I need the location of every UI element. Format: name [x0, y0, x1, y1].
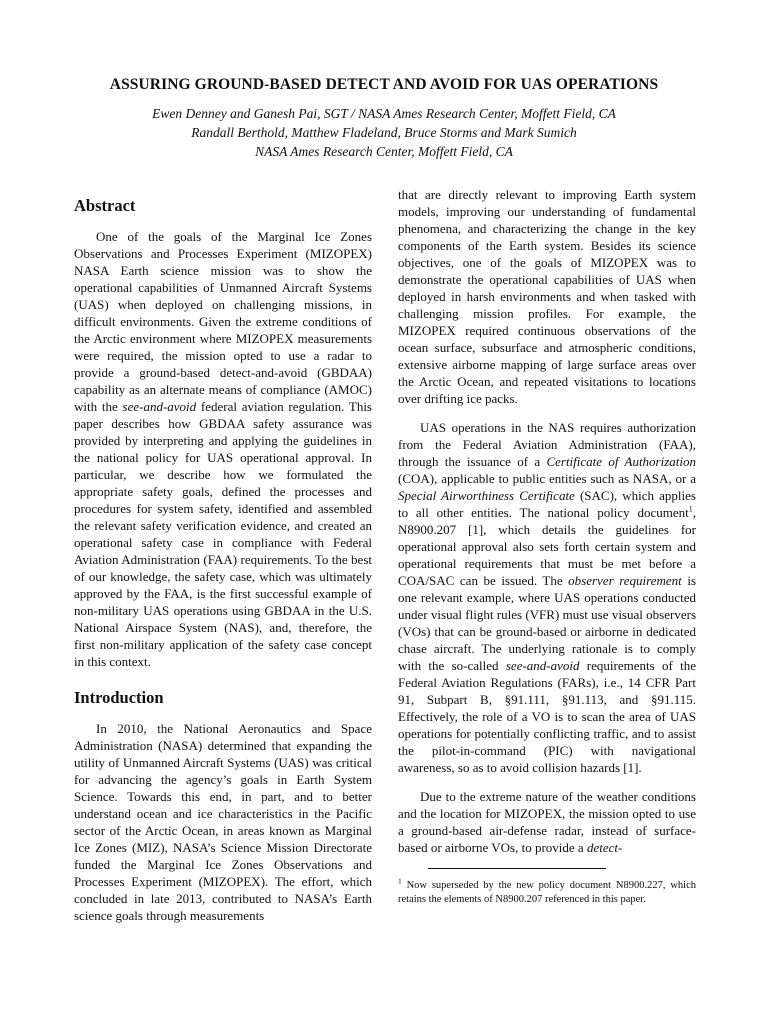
paper-title: ASSURING GROUND-BASED DETECT AND AVOID FOR UAS OPERATIONS: [109, 76, 659, 93]
left-column: [74, 196, 372, 936]
introduction-heading: Introduction: [74, 688, 164, 707]
author-affiliation: NASA Ames Research Center, Moffett Field, CA: [255, 144, 513, 159]
intro-paragraph-2: UAS operations in the NAS requires authorization from the Federal Aviation Administration (FAA), through the issuance of a Certificate of Authorization (COA), applicable to public entities such as NASA, or a Special Airworthiness Certificate (SAC), which applies to all other entities. The national policy document$^1$, N8900.207 [1], which details the guidelines for operational approval also sets forth certain system and operational requirements that must be met before a COA/SAC can be issued. The observer requirement is one relevant example, where UAS operations conducted under visual flight rules (VFR) must use visual observers (VOs) that can be ground-based or airborne in dedicated chase aircraft. The underlying rationale is to comply with the so-called see-and-avoid requirements of the Federal Aviation Regulations (FARs), i.e., 14 CFR Part 91, Subpart B, §91.111, §91.113, and §91.115. Effectively, the role of a VO is to scan the area of UAS operations for potentially conflicting traffic, and to assist the pilot-in-command (PIC) with navigational awareness, so as to avoid collision hazards [1].: [398, 420, 697, 775]
footnote-marker: 1: [688, 504, 693, 514]
author-line-2: Randall Berthold, Matthew Fladeland, Bruce Storms and Mark Sumich: [191, 125, 577, 140]
author-line-1: Ewen Denney and Ganesh Pai, SGT / NASA Ames Research Center, Moffett Field, CA: [152, 106, 616, 121]
intro-paragraph-1: In 2010, the National Aeronautics and Space Administration (NASA) determined that expanding the utility of Unmanned Aircraft Systems (UAS) was critical for advancing the agency’s goals in Earth System Science. Towards this end, in part, and to better understand ocean and ice characteristics in the Pacific sector of the Arctic Ocean, in areas known as Marginal Ice Zones (MIZ), NASA’s Science Mission Directorate funded the Marginal Ice Zones Observations and Processes Experiment (MIZOPEX). The effort, which concluded in late 2013, contributed to NASA’s Earth science goals through measurements: [74, 721, 372, 923]
intro-paragraph-3: Due to the extreme nature of the weather conditions and the location for MIZOPEX, the mission opted to use a ground-based air-defense radar, instead of surface-based or airborne VOs, to provide a detect-: [398, 789, 696, 855]
abstract-paragraph: One of the goals of the Marginal Ice Zones Observations and Processes Experiment (MIZOPEX) NASA Earth science mission was to show the operational capabilities of Unmanned Aircraft Systems (UAS) when deployed on challenging missions, in difficult environments. Given the extreme conditions of the Arctic environment where MIZOPEX measurements were required, the mission opted to use a radar to provide a ground-based detect-and-avoid (GBDAA) capability as an alternate means of compliance (AMOC) with the see-and-avoid federal aviation regulation. This paper describes how GBDAA safety assurance was provided by interpreting and applying the guidelines in the national policy for UAS operational approval. In particular, we describe how we formulated the appropriate safety goals, defined the processes and procedures for system safety, identified and assembled the relevant safety verification evidence, and created an operational safety case in compliance with Federal Aviation Administration (FAA) requirements. To the best of our knowledge, the safety case, which was ultimately approved by the FAA, is the first successful example of non-military UAS operations using GBDAA in the U.S. National Airspace System (NAS), and, therefore, the first non-military application of the safety case concept in this context.: [74, 229, 372, 669]
footnote: $^1$ Now superseded by the new policy document N8900.227, which retains the elements of N8900.207 referenced in this paper.: [398, 876, 696, 905]
author-block: [0, 104, 768, 161]
intro-paragraph-1-continued: that are directly relevant to improving Earth system models, improving our understanding of fundamental phenomena, and characterizing the change in the key components of the Earth system. Besides its science objectives, one of the goals of MIZOPEX was to demonstrate the operational capabilities of UAS when deployed in harsh environments and when tasked with challenging mission profiles. For example, the MIZOPEX required continuous observations of the ocean surface, subsurface and atmospheric conditions, extensive airborne mapping of large surface areas over the Arctic Ocean, and repeated visitations to locations over drifting ice packs.: [398, 187, 696, 406]
footnote-divider: [428, 868, 606, 869]
right-column: [398, 186, 696, 868]
abstract-heading: Abstract: [74, 196, 136, 215]
